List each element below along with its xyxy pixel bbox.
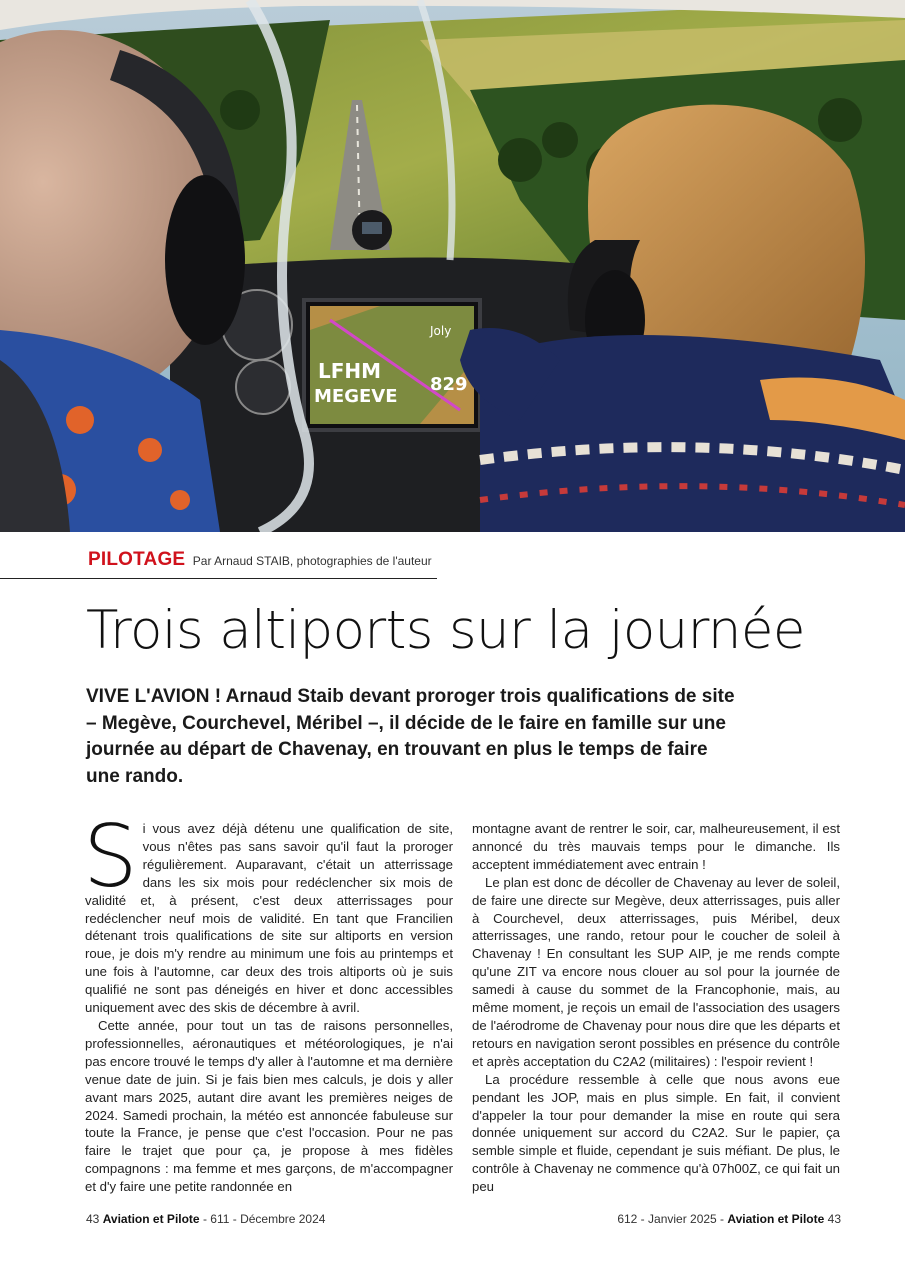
issue-info-right: 612 - Janvier 2025 -	[617, 1212, 728, 1226]
issue-info-left: - 611 - Décembre 2024	[199, 1212, 326, 1226]
footer-right	[617, 1212, 841, 1226]
article-title: Trois altiports sur la journée	[86, 600, 805, 661]
footer-left	[86, 1212, 325, 1226]
section-kicker	[88, 549, 432, 571]
drop-cap: S	[83, 807, 138, 907]
paragraph: La procédure ressemble à celle que nous avons eue pendant les JOP, mais en plus simple. En fait, il convient d'appeler la tour pour demander la mise en route qui sera donnée uniquement sur accord du C2A2. Sur le papier, ça semble simple et fluide, cependant je suis méfiant. De plus, le contrôle à Chavenay ne commence qu'à 07h00Z, ce qui fait un peu	[472, 1071, 840, 1195]
paragraph: montagne avant de rentrer le soir, car, malheureusement, il est annoncé du très mauvais temps pour le dimanche. Ils acceptent immédiatement avec entrain !	[472, 821, 840, 872]
kicker-rule	[0, 578, 437, 579]
article-lede	[86, 684, 736, 790]
paragraph-text: i vous avez déjà détenu une qualification de site, vous n'êtes pas sans savoir qu'il faut la proroger régulièrement. Auparavant, c'était un atterrissage dans les six mois pour redéclencher six mois de validité et, à présent, c'est deux atterrissages pour redéclencher neuf mois de validité. En tant que Francilien détenant trois qualifications de site sur altiports en version roue, je dois m'y rendre au minimum une fois au printemps et une fois à l'automne, car deux des trois altiports où je suis qualifié ne sont pas déneigés en hiver et donc accessibles uniquement avec des skis de décembre à avril.	[85, 821, 453, 1016]
magazine-name-right: Aviation et Pilote	[727, 1212, 825, 1226]
map-label-altitude: 829	[430, 374, 468, 395]
page-number-left: 43	[86, 1212, 100, 1226]
page-number-right: 43	[827, 1212, 841, 1226]
body-column-left	[83, 807, 453, 1196]
paragraph: Le plan est donc de décoller de Chavenay au lever de soleil, de faire une directe sur Megève, deux atterrissages, puis aller à Courchevel, deux atterrissages, puis Méribel, deux atterrissages, une rando, retour pour le coucher de soleil à Chavenay ! En consultant les SUP AIP, je me rends compte qu'une ZIT va encore nous clouer au sol pour la journée de samedi à cause du sommet de la Francophonie, mais, au même moment, je reçois un email de l'association des usagers de l'aérodrome de Chavenay pour nous dire que les départs et retours en navigation seront possibles en présence du contrôle et après acceptation du C2A2 (militaires) : l'espoir revient !	[472, 874, 840, 1069]
body-column-right	[472, 820, 840, 1196]
section-rubric: PILOTAGE	[88, 549, 186, 570]
map-label-megeve: MEGEVE	[314, 386, 398, 407]
lede-lead: VIVE L'AVION !	[86, 686, 222, 707]
magazine-name-left: Aviation et Pilote	[102, 1212, 200, 1226]
map-label-lfhm: LFHM	[318, 359, 382, 383]
cockpit-illustration	[0, 0, 905, 532]
paragraph: Cette année, pour tout un tas de raisons personnelles, professionnelles, aéronautiques et météorologiques, je n'ai pas encore trouvé le temps d'y aller à l'automne et ma dernière venue date de juin. Si je fais bien mes calculs, je dois y aller avant mars 2025, autant dire avant les premières neiges de 2024. Samedi prochain, la météo est annoncée fabuleuse sur toute la France, je pense que c'est l'occasion. Pour ne pas faire le trajet que pour ça, je propose à mes fidèles compagnons : ma femme et mes garçons, de m'accompagner et d'y faire une petite randonnée en	[85, 1017, 453, 1195]
byline: Par Arnaud STAIB, photographies de l'auteur	[192, 554, 432, 568]
map-label-joly: Joly	[430, 324, 452, 338]
paragraph	[83, 807, 453, 1017]
lede-text: Arnaud Staib devant proroger trois qualifications de site – Megève, Courchevel, Méribel –, il décide de le faire en famille sur une journée au départ de Chavenay, en trouvant en plus le temps de faire une rando.	[86, 686, 735, 787]
hero-photo	[0, 0, 905, 532]
